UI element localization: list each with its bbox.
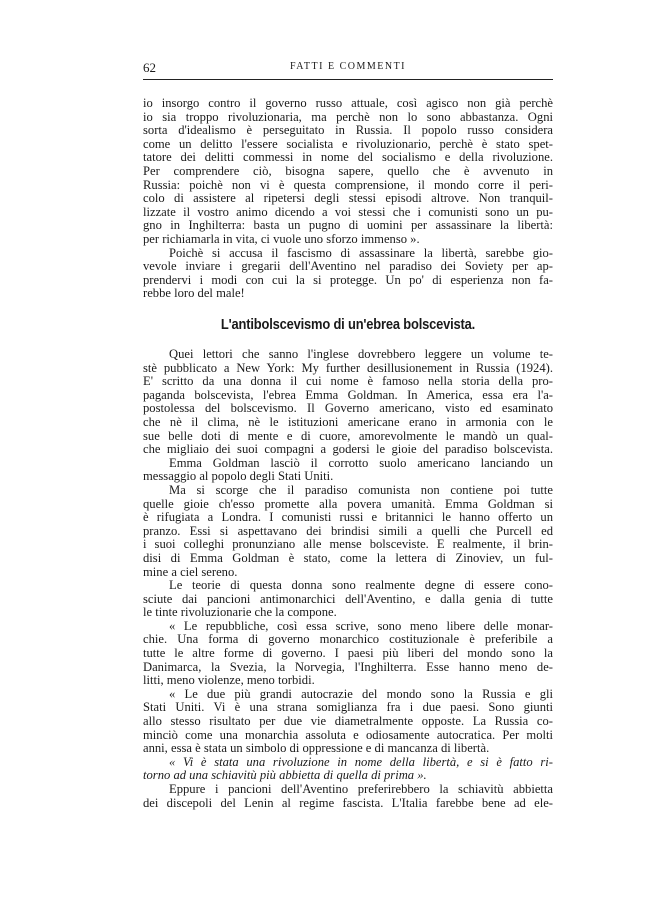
text-line: sue belle doti di mente e di cuore, amorevolmente le mandò un qual- bbox=[143, 428, 553, 443]
text-line: pranzo. Essi si aspettavano dei brindisi simili a quelli che Purcell ed bbox=[143, 523, 553, 538]
text-line: quelle gioie ch'esso promette alla povera umanità. Emma Goldman si bbox=[143, 496, 553, 511]
text-line: litti, meno violenze, meno torbidi. bbox=[143, 673, 315, 688]
text-line: per richiamarla in vita, ci vuole uno sforzo immenso ». bbox=[143, 231, 420, 246]
text-line: lizzate il vostro animo dicendo a voi stessi che i comunisti sono un pu- bbox=[143, 204, 553, 219]
text-line: le tinte rivoluzionarie che la compone. bbox=[143, 605, 337, 620]
text-line: Russia: poichè non vi è questa comprensione, il mondo corre il peri- bbox=[143, 177, 553, 192]
page-number: 62 bbox=[143, 60, 156, 75]
text-line: che migliaio dei suoi compagni a godersi le gioie del paradiso bolscevista. bbox=[143, 442, 553, 457]
header-rule bbox=[143, 79, 553, 80]
text-line: Poichè si accusa il fascismo di assassinare la libertà, sarebbe gio- bbox=[169, 245, 553, 260]
text-line: sciute dai pancioni antimonarchici dell'Aventino, e dalla genia di tutte bbox=[143, 591, 553, 606]
text-line: gno in Inghilterra: basta un pugno di uomini per assassinare la libertà: bbox=[143, 218, 553, 233]
text-line: Stati Uniti. Vi è una strana somiglianza fra i due paesi. Sono giunti bbox=[143, 700, 553, 715]
running-head: FATTI E COMMENTI bbox=[289, 61, 407, 72]
text-line: tutte le altre forme di governo. I paesi più liberi del mondo sono la bbox=[143, 646, 553, 661]
text-line: paganda bolscevista, l'ebrea Emma Goldman. In America, essa era l'a- bbox=[143, 387, 553, 402]
text-line: torno ad una schiavitù più abbietta di quella di prima ». bbox=[143, 768, 427, 783]
text-line: Eppure i pancioni dell'Aventino preferirebbero la schiavitù abbietta bbox=[169, 782, 553, 796]
text-line: Per comprendere ciò, bisogna sapere, quello che è avvenuto in bbox=[143, 163, 553, 178]
section-title: L'antibolscevismo di un'ebrea bolscevista. bbox=[220, 316, 476, 333]
text-line: chie. Una forma di governo monarchico costituzionale è preferibile a bbox=[143, 632, 553, 647]
text-line: colo di assistere al ripetersi degli stessi episodi altrove. Non tranquil- bbox=[143, 191, 553, 206]
text-line: disi di Emma Goldman è stato, come la lettera di Zinoviev, un ful- bbox=[143, 550, 553, 565]
text-line: i suoi colleghi pronunziano alle mense bolsceviste. E realmente, il brin- bbox=[143, 537, 553, 552]
text-line: allo stesso risultato per due vie diametralmente opposte. La Russia co- bbox=[143, 714, 553, 729]
text-line: « Le due più grandi autocrazie del mondo sono la Russia e gli bbox=[169, 686, 553, 701]
text-line: Ma si scorge che il paradiso comunista non contiene poi tutte bbox=[169, 482, 553, 497]
text-line: Le teorie di questa donna sono realmente degne di essere cono- bbox=[169, 578, 553, 593]
text-line: prendervi i modi con cui la si protegge. Un po' di esperienza non fa- bbox=[143, 272, 553, 287]
text-line: è rifugiata a Londra. I comunisti russi e britannici le hanno offerto un bbox=[143, 510, 553, 525]
text-line: io insorgo contro il governo russo attuale, così agisco non già perchè bbox=[143, 96, 553, 110]
text-line: anni, essa è stata un simbolo di oppressione e di mancanza di libertà. bbox=[143, 741, 490, 756]
text-line: Emma Goldman lasciò il corrotto suolo americano lanciando un bbox=[169, 455, 553, 470]
text-line: mine a ciel sereno. bbox=[143, 564, 238, 579]
text-line: dei discepoli del Lenin al regime fascista. L'Italia farebbe bene ad ele- bbox=[143, 795, 553, 810]
text-line: stè pubblicato a New York: My further desillusionement in Russia (1924). bbox=[143, 360, 553, 375]
text-line: che nè il clima, nè le istituzioni americane erano in armonia con le bbox=[143, 414, 553, 429]
text-line: tatore dei delitti commessi in nome del socialismo e della rivoluzione. bbox=[143, 150, 553, 165]
text-line: Danimarca, la Svezia, la Norvegia, l'Inghilterra. Esse hanno meno de- bbox=[143, 659, 553, 674]
text-line: come un delitto l'essere socialista e rivoluzionario, perchè è stato spet- bbox=[143, 136, 553, 151]
text-line: vevole inviare i gregarii dell'Aventino nel paradiso dei Soviety per ap- bbox=[143, 259, 553, 274]
page-header bbox=[143, 60, 553, 80]
text-line: rebbe loro del male! bbox=[143, 286, 245, 301]
text-line: postolessa del bolscevismo. Il Governo americano, visto ed esaminato bbox=[143, 401, 553, 416]
text-line: minciò come una monarchia assoluta e odiosamente autocratica. Per molti bbox=[143, 727, 553, 742]
body-text-section bbox=[143, 348, 553, 810]
body-text-continuation bbox=[143, 97, 553, 301]
text-line: messaggio al popolo degli Stati Uniti. bbox=[143, 469, 334, 484]
text-line: « Le repubbliche, così essa scrive, sono meno libere delle monar- bbox=[169, 618, 553, 633]
text-line: io sia troppo rivoluzionaria, ma perchè non lo sono abbastanza. Ogni bbox=[143, 109, 553, 124]
text-line: « Vi è stata una rivoluzione in nome della libertà, e si è fatto ri- bbox=[169, 754, 553, 769]
text-line: E' scritto da una donna il cui nome è famoso nella storia della pro- bbox=[143, 374, 553, 389]
text-line: Quei lettori che sanno l'inglese dovrebbero leggere un volume te- bbox=[169, 347, 553, 361]
text-line: sorta d'idealismo è perseguitato in Russia. Il popolo russo considera bbox=[143, 123, 553, 138]
